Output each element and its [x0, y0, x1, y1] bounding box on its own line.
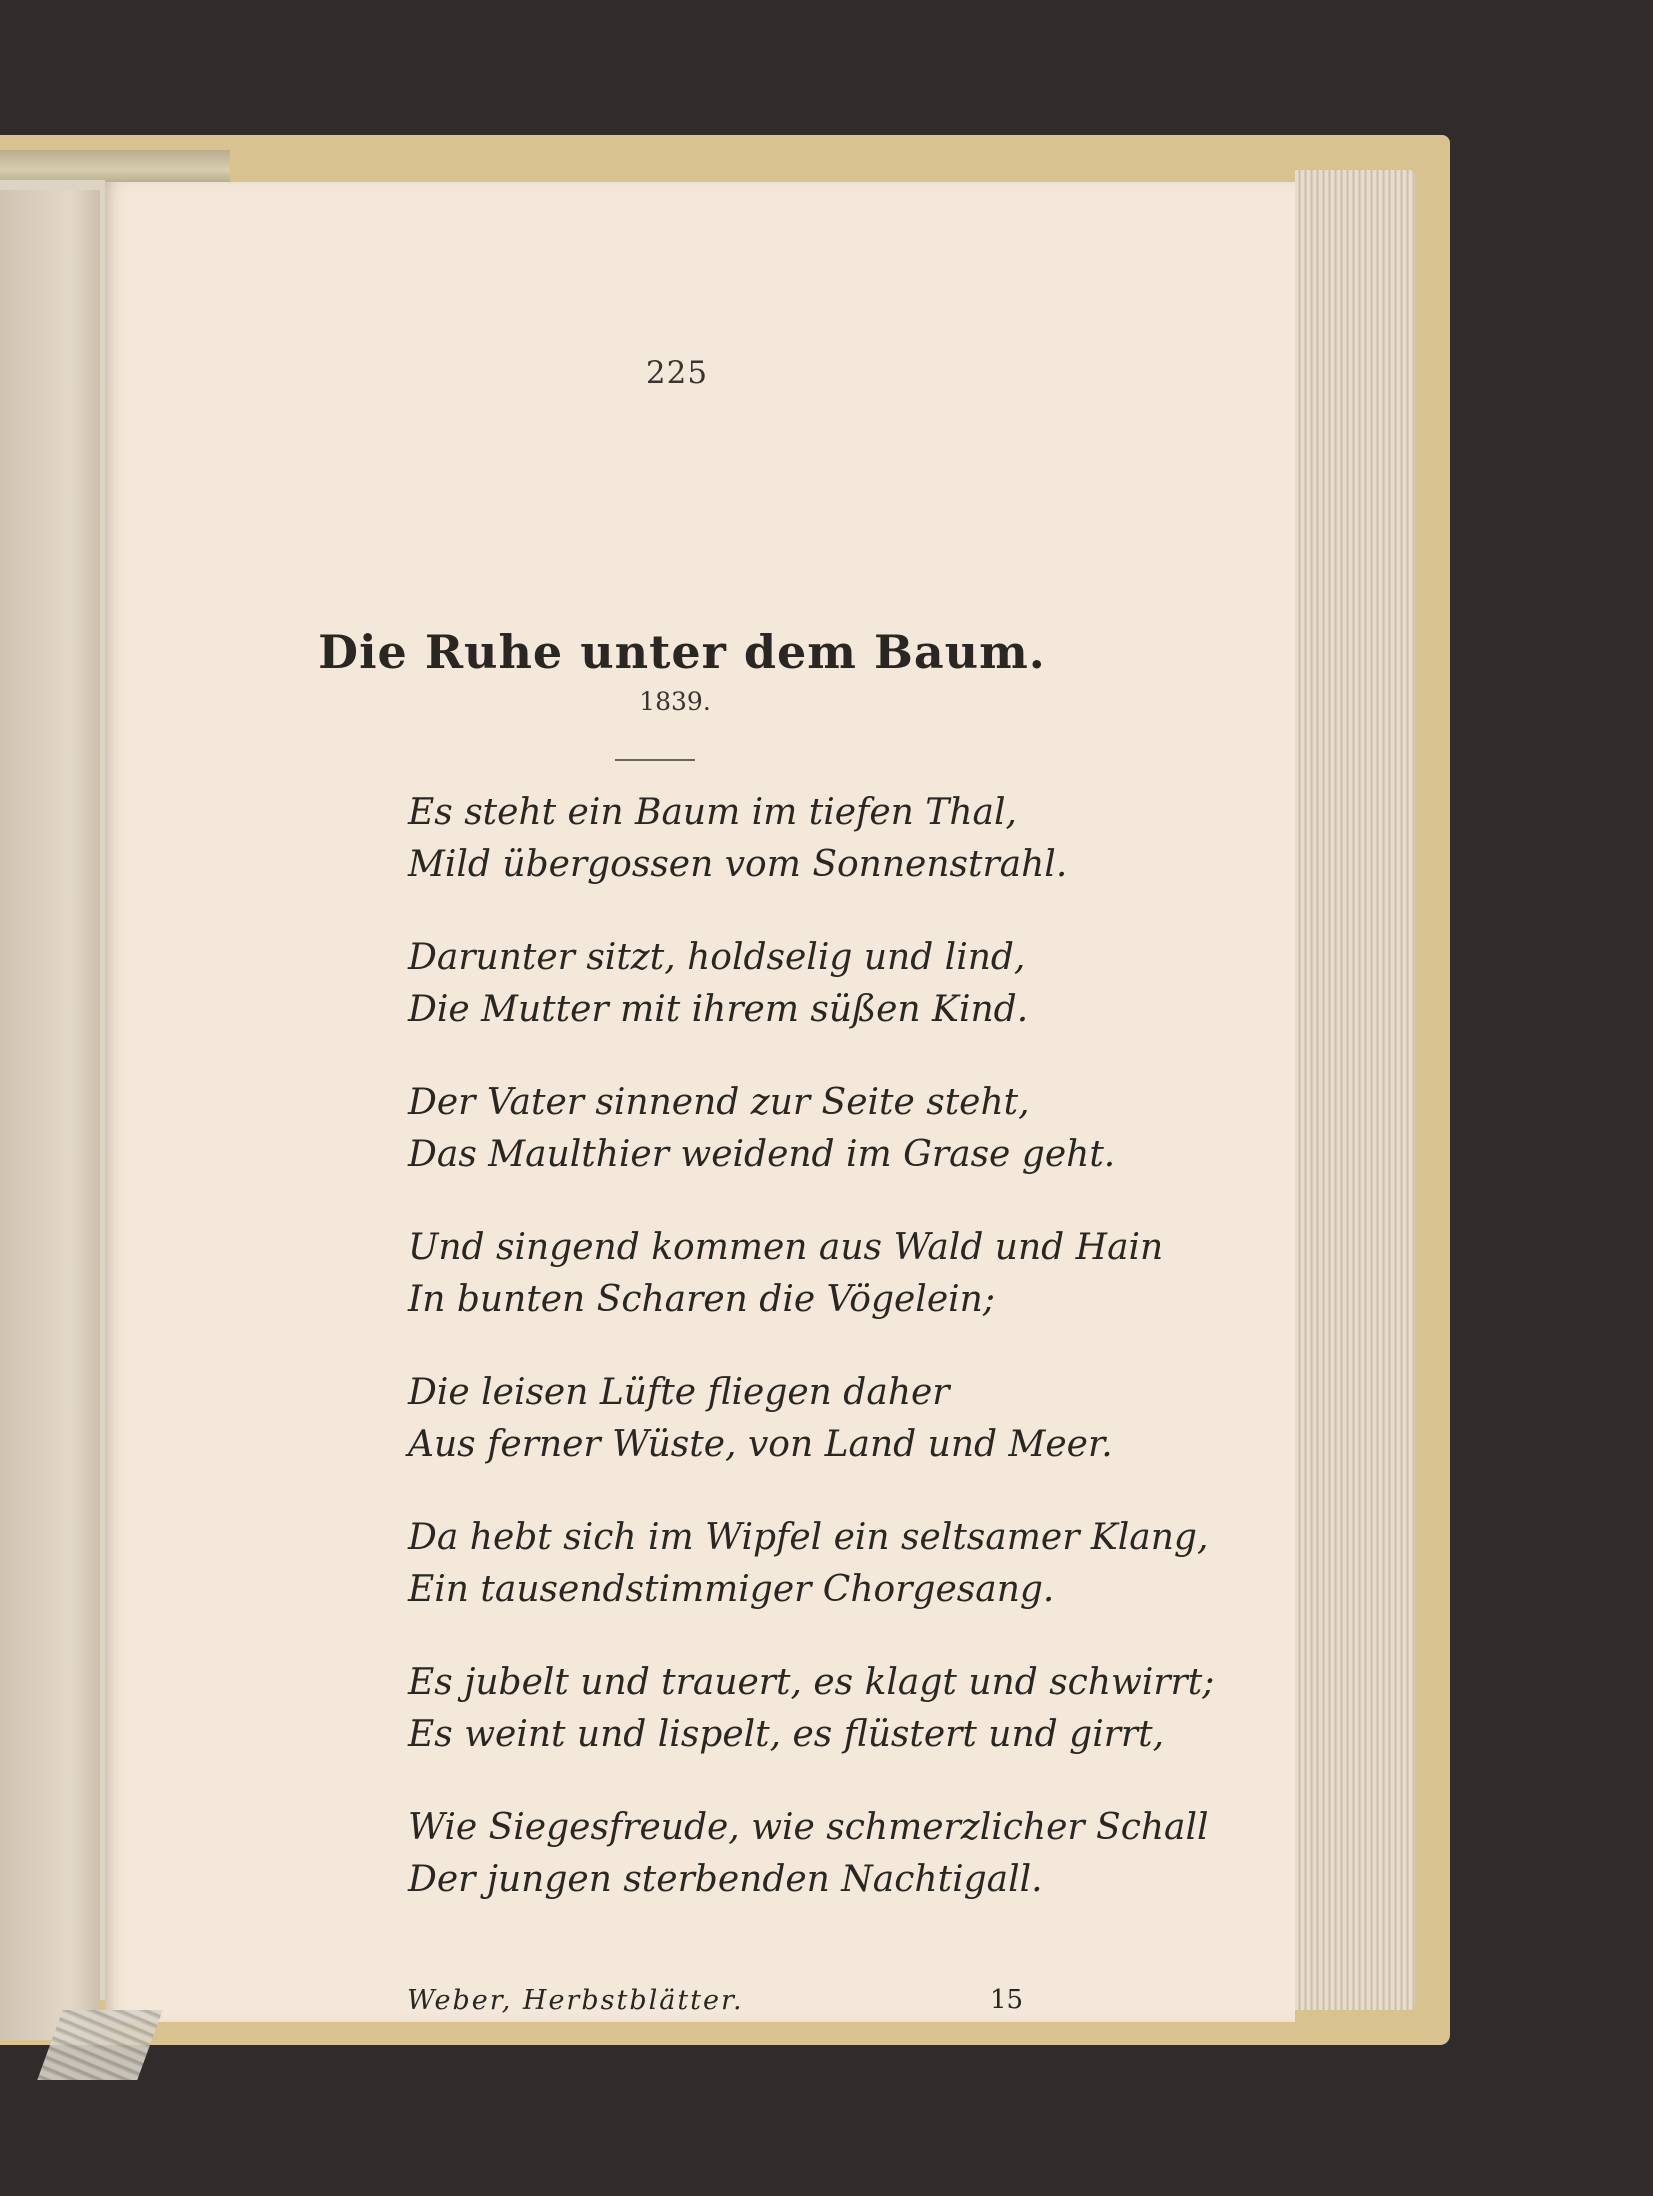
stanza: [408, 1802, 1209, 1906]
poem-line: Wie Siegesfreude, wie schmerzlicher Schall: [408, 1807, 1209, 1848]
poem-line: Aus ferner Wüste, von Land und Meer.: [408, 1424, 1113, 1465]
stanza: [408, 1367, 1148, 1471]
page-block-edges: [1295, 170, 1415, 2010]
poem-line: Es weint und lispelt, es flüstert und girrt,: [408, 1714, 1165, 1755]
page-number: 225: [645, 355, 709, 391]
book-page: [105, 182, 1295, 2022]
stanza: [408, 1512, 1209, 1616]
poem-line: Da hebt sich im Wipfel ein seltsamer Klang,: [408, 1517, 1209, 1558]
stanza: [408, 1222, 1164, 1326]
poem-body: [408, 787, 1215, 1947]
poem-line: Das Maulthier weidend im Grase geht.: [408, 1134, 1116, 1175]
poem-line: Der jungen sterbenden Nachtigall.: [408, 1859, 1043, 1900]
poem-line: Mild übergossen vom Sonnenstrahl.: [408, 844, 1068, 885]
poem-year: 1839.: [639, 687, 711, 716]
poem-line: In bunten Scharen die Vögelein;: [408, 1279, 995, 1320]
stanza: [408, 787, 1148, 891]
poem-line: Ein tausendstimmiger Chorgesang.: [408, 1569, 1055, 1610]
footer-signature: 15: [990, 1985, 1024, 2015]
poem-line: Es jubelt und trauert, es klagt und schwirrt;: [408, 1662, 1215, 1703]
poem-line: Darunter sitzt, holdselig und lind,: [408, 937, 1026, 978]
footer-author: Weber, Herbstblätter.: [407, 1985, 744, 2016]
left-page-edge: [0, 190, 100, 2040]
stanza: [408, 1077, 1148, 1181]
poem-line: Es steht ein Baum im tiefen Thal,: [408, 792, 1017, 833]
poem-line: Der Vater sinnend zur Seite steht,: [408, 1082, 1030, 1123]
poem-line: Die leisen Lüfte fliegen daher: [408, 1372, 950, 1413]
title-rule: [615, 759, 695, 761]
stanza: [408, 1657, 1215, 1761]
poem-line: Die Mutter mit ihrem süßen Kind.: [408, 989, 1029, 1030]
poem-title: Die Ruhe unter dem Baum.: [318, 625, 1046, 679]
poem-line: Und singend kommen aus Wald und Hain: [408, 1227, 1164, 1268]
stanza: [408, 932, 1148, 1036]
